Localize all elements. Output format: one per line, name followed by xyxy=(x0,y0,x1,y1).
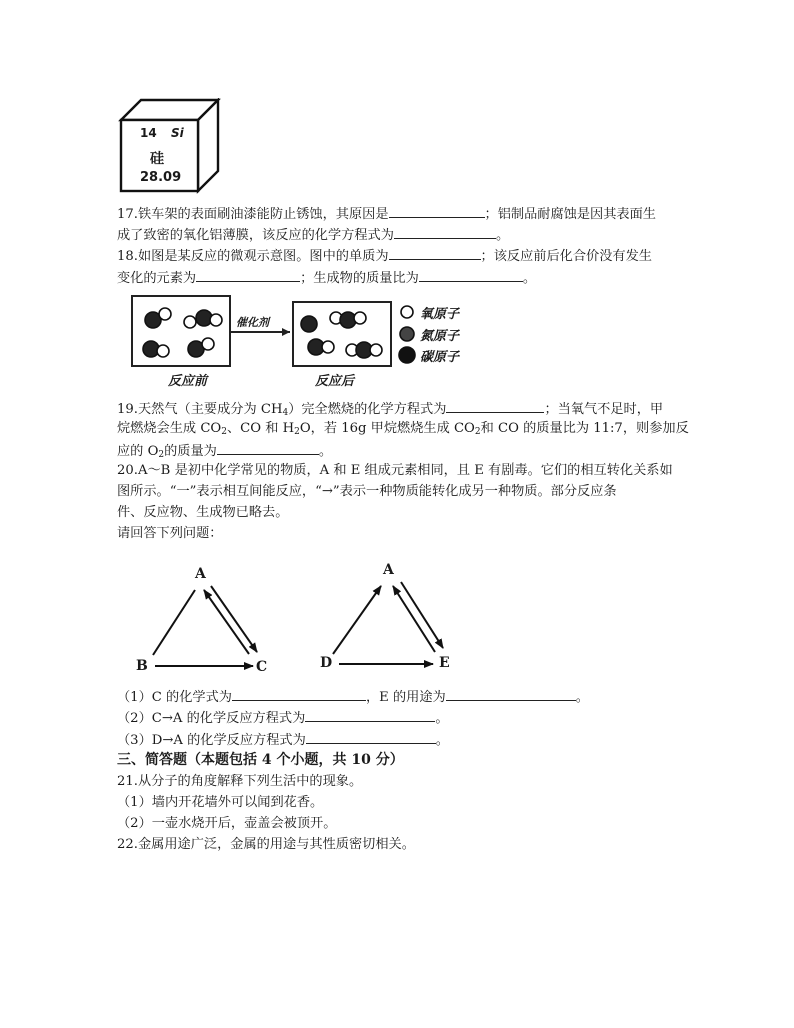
q17-line2 xyxy=(117,224,509,246)
legend-oxygen-circle xyxy=(401,306,413,318)
q19-blank-1[interactable] xyxy=(446,398,544,413)
q19-text-i: 的质量为 xyxy=(164,444,217,459)
q19-sub-1: 4 xyxy=(282,408,289,418)
q19-text-j: 。 xyxy=(318,444,333,459)
node-E: E xyxy=(439,655,450,671)
q19-sub-3: 2 xyxy=(294,427,300,437)
arrow-D-A xyxy=(333,586,381,654)
node-B: B xyxy=(136,658,148,674)
q19-text-b: ）完全燃烧的化学方程式为 xyxy=(288,402,447,417)
q18-text-a: 18.如图是某反应的微观示意图。图中的单质为 xyxy=(117,249,389,264)
legend-nitrogen-circle xyxy=(400,327,414,341)
section-3-heading: 三、简答题（本题包括 4 个小题，共 10 分） xyxy=(117,752,404,768)
arrow-E-A xyxy=(393,586,435,652)
node-A-left: A xyxy=(195,566,206,582)
q20-sub3 xyxy=(117,729,449,751)
q19-line1 xyxy=(117,398,663,420)
q19-sub-2: 2 xyxy=(221,427,227,437)
q20-line3: 件、反应物、生成物已略去。 xyxy=(117,505,289,520)
q19-text-g: 和 CO 的质量比为 11:7，则参加反 xyxy=(480,421,689,436)
after-label: 反应后 xyxy=(315,374,355,389)
element-name: 硅 xyxy=(150,151,164,167)
legend-carbon-label: 碳原子 xyxy=(420,350,460,365)
q20-line4: 请回答下列问题： xyxy=(117,526,223,541)
element-card xyxy=(118,98,222,194)
q19-text-h: 应的 O xyxy=(117,444,159,459)
q19-text-f: O，若 16g 甲烷燃烧生成 CO xyxy=(299,421,475,436)
node-C: C xyxy=(256,659,268,675)
q20-blank-2[interactable] xyxy=(446,686,576,701)
arrow-A-E xyxy=(401,582,443,648)
q20-sub2 xyxy=(117,707,449,729)
legend-carbon-circle xyxy=(399,347,415,363)
q20-sub1 xyxy=(117,686,589,708)
q22-line1: 22.金属用途广泛，金属的用途与其性质密切相关。 xyxy=(117,837,415,852)
q17-text-b: ；铝制品耐腐蚀是因其表面生 xyxy=(484,207,656,222)
q18-line1 xyxy=(117,245,652,267)
q17-text-a: 17.铁车架的表面刷油漆能防止锈蚀，其原因是 xyxy=(117,207,389,222)
legend-nitrogen-label: 氮原子 xyxy=(420,329,460,344)
transformation-diagram xyxy=(125,560,465,678)
q18-text-c: 变化的元素为 xyxy=(117,271,197,286)
q21-line2: （1）墙内开花墙外可以闻到花香。 xyxy=(117,795,324,810)
q19-text-e: 、CO 和 H xyxy=(226,421,295,436)
q19-text-a: 19.天然气（主要成分为 CH xyxy=(117,402,283,417)
element-symbol: Si xyxy=(171,126,184,140)
line-B-A xyxy=(153,590,195,655)
arrow-A-C xyxy=(211,586,257,652)
node-D: D xyxy=(320,655,333,671)
q20-sub3-text-b: 。 xyxy=(435,733,449,748)
q19-text-d: 烷燃烧会生成 CO xyxy=(117,421,222,436)
element-number: 14 xyxy=(140,126,157,140)
q21-line1: 21.从分子的角度解释下列生活中的现象。 xyxy=(117,774,363,789)
q17-line1 xyxy=(117,203,656,225)
q20-sub1-text-b: ，E 的用途为 xyxy=(365,690,446,705)
q20-sub1-text-a: （1）C 的化学式为 xyxy=(117,690,232,705)
q17-blank-1[interactable] xyxy=(389,203,485,218)
q18-blank-1[interactable] xyxy=(389,245,481,260)
q18-text-b: ；该反应前后化合价没有发生 xyxy=(480,249,652,264)
before-label: 反应前 xyxy=(168,374,208,389)
q21-line3: （2）一壶水烧开后，壶盖会被顶开。 xyxy=(117,816,337,831)
q20-blank-1[interactable] xyxy=(232,686,366,701)
q20-line1: 20.A～B 是初中化学常见的物质，A 和 E 组成元素相同，且 E 有剧毒。它们的相互转化关系如 xyxy=(117,463,673,478)
q18-line2 xyxy=(117,267,536,289)
q20-line2: 图所示。“一”表示相互间能反应，“→”表示一种物质能转化成另一种物质。部分反应条 xyxy=(117,484,617,499)
q19-sub-4: 2 xyxy=(474,427,481,437)
q18-text-d: ；生成物的质量比为 xyxy=(300,271,419,286)
q18-blank-2[interactable] xyxy=(196,267,300,282)
reaction-diagram xyxy=(130,294,490,390)
q19-sub-5: 2 xyxy=(158,450,165,460)
legend-oxygen-label: 氧原子 xyxy=(420,307,460,322)
catalyst-label: 催化剂 xyxy=(236,316,269,329)
q19-line2 xyxy=(117,419,689,439)
q18-text-e: 。 xyxy=(522,271,536,286)
q19-blank-2[interactable] xyxy=(217,440,319,455)
q20-blank-4[interactable] xyxy=(306,729,436,744)
node-A-right: A xyxy=(383,562,394,578)
q20-sub2-text-b: 。 xyxy=(435,711,449,726)
q18-blank-3[interactable] xyxy=(419,267,523,282)
q20-sub2-text-a: （2）C→A 的化学反应方程式为 xyxy=(117,711,306,726)
q20-sub3-text-a: （3）D→A 的化学反应方程式为 xyxy=(117,733,306,748)
q17-blank-2[interactable] xyxy=(394,224,496,239)
element-mass: 28.09 xyxy=(140,170,182,185)
q17-text-c: 成了致密的氧化铝薄膜，该反应的化学方程式为 xyxy=(117,228,394,243)
q19-line3 xyxy=(117,440,332,462)
arrow-C-A xyxy=(204,590,249,654)
q19-text-c: ；当氧气不足时，甲 xyxy=(544,402,664,417)
q17-text-d: 。 xyxy=(495,228,510,243)
q20-blank-3[interactable] xyxy=(305,707,435,722)
q20-sub1-text-c: 。 xyxy=(575,690,589,705)
